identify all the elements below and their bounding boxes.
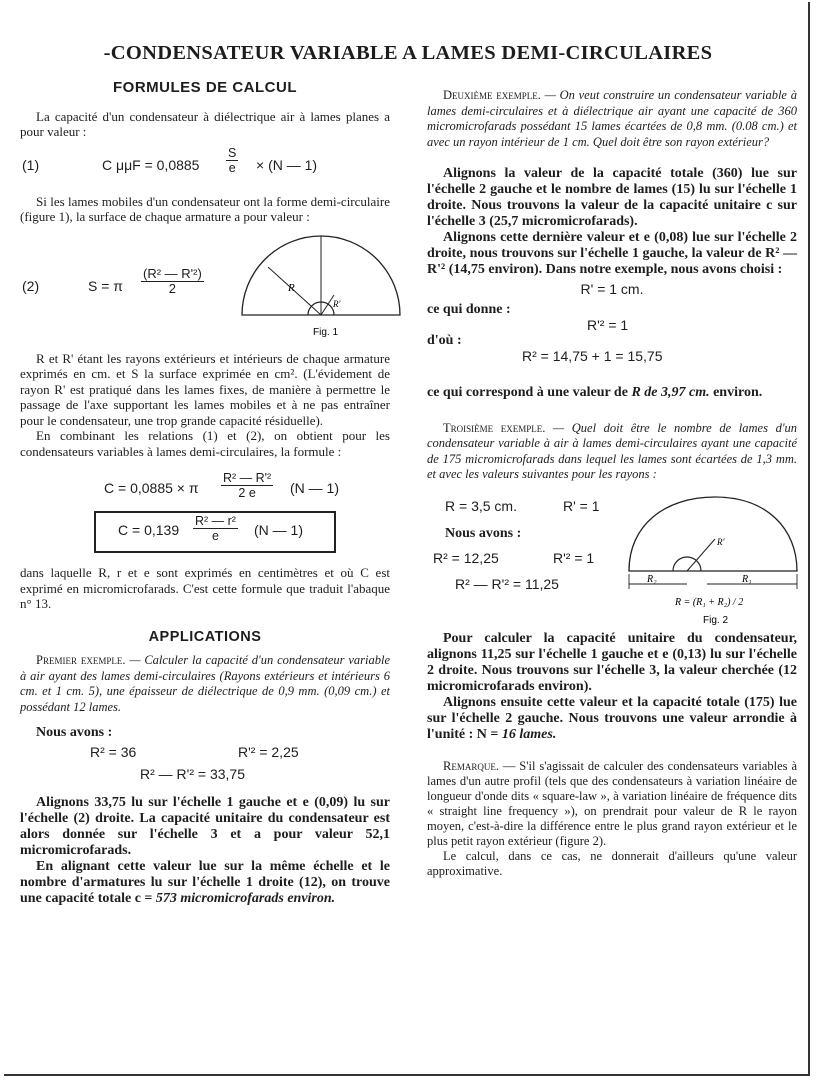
equation: R'² = 1 [587,316,629,333]
figure-2-profile [627,489,799,627]
example-1: Premier exemple. — Calculer la capacité d'un condensateur variable à air ayant des lames demi-circulaires (Rayons extérieurs et intérieurs 6 cm. et 1 cm. 5), une épaisseur de diélectrique de 0,9 mm. (0,09 cm.) et possédant 12 lames. [20,653,390,714]
heading-formules: FORMULES DE CALCUL [113,79,297,96]
paragraph: Le calcul, dans ce cas, ne donnerait d'ailleurs qu'une valeur approximative. [427,848,797,878]
paragraph: dans laquelle R, r et e sont exprimés en centimètres et où C est exprimé en micromicrofarads. C'est cette formule que traduit l'abaque n° 13. [20,565,390,611]
label-ce-qui-donne: ce qui donne : [427,301,511,317]
equation: R' = 1 [563,497,600,514]
paragraph: La capacité d'un condensateur à diélectrique air à lames planes a pour valeur : [20,108,390,139]
heading-applications: APPLICATIONS [148,628,262,645]
formula-tail: (N — 1) [254,522,303,538]
equation: R² — R'² = 33,75 [140,766,245,782]
fig2-caption: Fig. 2 [703,614,729,626]
formula-4-boxed [20,511,390,555]
paragraph: Si les lames mobiles d'un condensateur ont la forme demi-circulaire (figure 1), la surface de chaque armature a pour valeur : [20,193,390,224]
paragraph: ce qui correspond à une valeur de R de 3,97 cm. environ. [427,384,763,400]
formula-tail: × (N — 1) [256,156,318,173]
formula-3 [20,471,390,507]
right-column [427,80,797,879]
paragraph: Alignons cette dernière valeur et e (0,08) lue sur l'échelle 2 droite, nous trouvons sur l'échelle 1 gauche, la valeur de R² — R'² (14,75 environ). Dans notre exemple, nous avons choisi : [427,230,797,277]
equation: R = 3,5 cm. [445,497,517,514]
paragraph: En combinant les relations (1) et (2), on obtient pour les condensateurs variables à lames demi-circulaires, la formule : [20,428,390,459]
formula-lhs: C μμF = 0,0885 [102,156,200,173]
fig2-formula: R = (R₁ + R₂) / 2 [675,596,744,608]
paragraph: Alignons 33,75 lu sur l'échelle 1 gauche et e (0,09) lu sur l'échelle (2) droite. La capacité unitaire du condensateur est alors donnée sur l'échelle 3 et a pour valeur 52,1 micromicrofarads. [20,795,390,858]
formula-label: (1) [22,156,40,173]
figure-1-semicircle [238,229,404,341]
formula-lhs: C = 0,139 [118,522,180,538]
fig1-caption: Fig. 1 [313,326,339,338]
formula-label: (2) [22,277,40,294]
equation: R² = 12,25 [433,549,499,566]
formula-1 [20,146,390,188]
fig2-label-r2: R₂ [647,573,657,585]
fraction: $\frac{S}{e}$ [228,145,237,175]
fig2-label-r1: R₁ [742,573,752,585]
nous-avons: Nous avons : [36,725,113,740]
formula-lhs: C = 0,0885 × π [104,480,199,496]
paragraph: Pour calculer la capacité unitaire du condensateur, alignons 11,25 sur l'échelle 1 gauche et e (0,13) lu sur l'échelle 2 droite. Nous trouvons sur l'échelle 3, la valeur cherchée (12 micromicrofarads environ). [427,630,797,694]
nous-avons: Nous avons : [445,525,522,541]
fraction: $\frac{\text{R² — r²}}{e}$ [195,514,236,543]
fig2-label-rp: R' [717,536,725,547]
paragraph: En alignant cette valeur lue sur la même échelle et le nombre d'armatures lu sur l'échelle 1 droite (12), on trouve une capacité totale c = 573 micromicrofarads environ. [20,859,390,906]
equation: R² = 36 [90,744,137,760]
fig1-label-rp: R' [333,298,341,309]
formula-lhs: S = π [88,277,123,294]
equation: R² = 14,75 + 1 = 15,75 [522,348,663,364]
label-dou: d'où : [427,333,462,348]
formula-2-area [20,229,390,351]
equation: R² — R'² = 11,25 [455,575,559,592]
paragraph: R et R' étant les rayons extérieurs et intérieurs de chaque armature exprimés en cm. et S la surface exprimée en cm². (L'évidement de rayon R' est pratiqué dans les lames fixes, de manière à permettre le passage de l'axe supportant les lames mobiles et à ne pas entraîner pour le condensateur, une trop grande capacité résiduelle). [20,350,390,428]
example-3: Troisième exemple. — Quel doit être le nombre de lames d'un condensateur variable à air à lames demi-circulaires ayant une capacité de 175 micromicrofarads dans lequel les lames sont écartées de 1,3 mm. et avec les valeurs suivantes pour les rayons : [427,420,797,481]
page-title: -CONDENSATEUR VARIABLE A LAMES DEMI-CIRCULAIRES [103,42,713,64]
example-2: Deuxième exemple. — On veut construire un condensateur variable à lames demi-circulaires et à diélectrique air ayant une capacité de 360 micromicrofarads possédant 15 lames écartées de 0,8 mm. (0.08 cm.) et avec un rayon intérieur de 1 cm. Quel doit être son rayon extérieur? [427,88,797,149]
formula-tail: (N — 1) [290,480,339,496]
fraction: $\frac{\text{R² — R'²}}{2 e}$ [223,471,272,500]
equations-ex1 [20,741,390,783]
left-column [20,80,390,907]
equation: R'² = 2,25 [238,744,299,760]
paragraph: Alignons ensuite cette valeur et la capacité totale (175) lue sur l'échelle 2 gauche. Nous trouvons une valeur arrondie à l'unité : N = 16 lames. [427,694,797,742]
fraction: $\frac{\text{(R² — R'²)}}{2}$ [143,265,202,296]
example-3-values [427,489,797,629]
equation: R'² = 1 [553,549,595,566]
equation: R' = 1 cm. [580,281,644,297]
fig1-label-r: R [288,281,295,294]
paragraph: Alignons la valeur de la capacité totale (360) lue sur l'échelle 2 gauche et le nombre de lames (15) lu sur l'échelle 1 droite. Nous trouvons la valeur de la capacité unitaire c sur l'échelle 3 (25,7 micromicrofarads). [427,166,797,229]
remark: Remarque. — S'il s'agissait de calculer des condensateurs variables à lames d'un autre profil (tels que des condensateurs à variation linéaire de longueur d'onde dits « square-law », à variation linéaire de fréquence dits « straight line frequency »), on prendrait pour valeur de R le rayon moyen, c'est-à-dire la différence entre le plus grand rayon extérieur et le plus petit rayon extérieur (figure 2). [427,758,797,848]
